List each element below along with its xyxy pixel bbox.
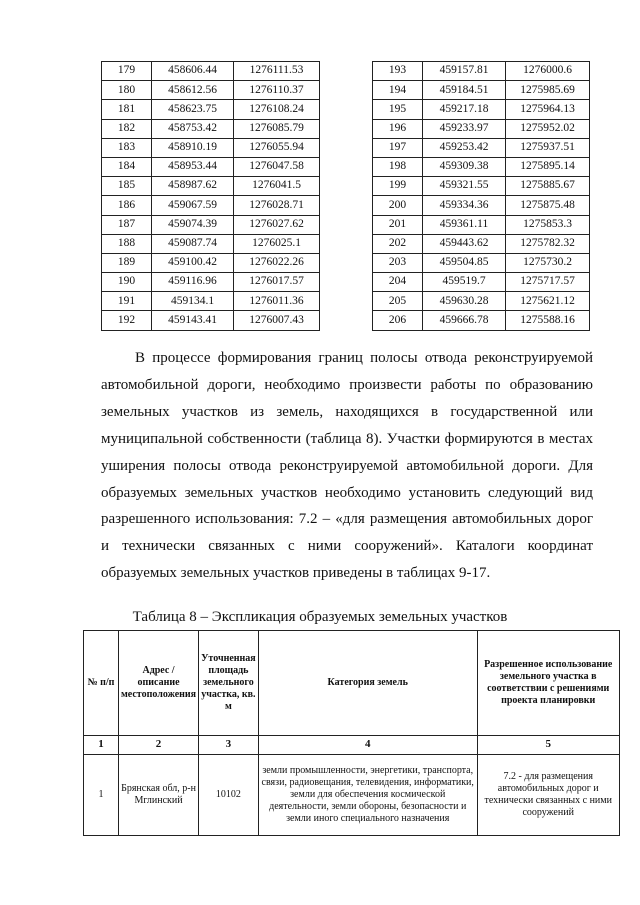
coordinate-row (373, 234, 590, 253)
column-number: 5 (477, 736, 619, 755)
coordinate-x: 458612.56 (152, 81, 234, 100)
column-number: 4 (258, 736, 477, 755)
coordinate-row (373, 273, 590, 292)
coordinate-y: 1275730.2 (506, 253, 590, 272)
coordinate-x: 459630.28 (423, 292, 506, 311)
coordinate-y: 1275964.13 (506, 100, 590, 119)
point-number: 192 (102, 311, 152, 330)
coordinate-y: 1275895.14 (506, 157, 590, 176)
coordinate-row (102, 311, 320, 330)
coordinate-x: 459100.42 (152, 253, 234, 272)
coordinate-row (373, 100, 590, 119)
coordinate-row (102, 196, 320, 215)
coordinate-row (102, 234, 320, 253)
point-number: 194 (373, 81, 423, 100)
header-land-category: Категория земель (258, 631, 477, 736)
coordinate-x: 459309.38 (423, 157, 506, 176)
coordinate-y: 1275717.57 (506, 273, 590, 292)
coordinate-row (102, 157, 320, 176)
explication-table (83, 630, 620, 836)
point-number: 181 (102, 100, 152, 119)
table-caption: Таблица 8 – Экспликация образуемых земельных участков (132, 609, 508, 625)
coordinate-x: 458606.44 (152, 62, 234, 81)
point-number: 188 (102, 234, 152, 253)
coordinate-row (102, 100, 320, 119)
header-number: № п/п (84, 631, 119, 736)
coordinate-row (102, 62, 320, 81)
header-address: Адрес / описание местоположения (119, 631, 199, 736)
coordinate-x: 459321.55 (423, 177, 506, 196)
coordinate-y: 1276028.71 (234, 196, 320, 215)
coordinate-y: 1276111.53 (234, 62, 320, 81)
point-number: 205 (373, 292, 423, 311)
coordinate-row (102, 81, 320, 100)
coordinate-x: 459087.74 (152, 234, 234, 253)
point-number: 201 (373, 215, 423, 234)
table-row (84, 755, 620, 836)
coordinate-y: 1276047.58 (234, 157, 320, 176)
coordinate-y: 1275875.48 (506, 196, 590, 215)
coordinate-row (102, 177, 320, 196)
header-permitted-use: Разрешенное использование земельного участка в соответствии с решениями проекта планировки (477, 631, 619, 736)
point-number: 179 (102, 62, 152, 81)
point-number: 190 (102, 273, 152, 292)
coordinate-y: 1275621.12 (506, 292, 590, 311)
coordinate-x: 459067.59 (152, 196, 234, 215)
coordinate-y: 1276011.36 (234, 292, 320, 311)
coordinate-x: 459666.78 (423, 311, 506, 330)
coordinate-row (373, 157, 590, 176)
point-number: 189 (102, 253, 152, 272)
coordinate-y: 1276025.1 (234, 234, 320, 253)
coordinate-row (373, 119, 590, 138)
coordinate-x: 459134.1 (152, 292, 234, 311)
point-number: 195 (373, 100, 423, 119)
coordinate-y: 1275782.32 (506, 234, 590, 253)
coordinate-x: 459334.36 (423, 196, 506, 215)
point-number: 184 (102, 157, 152, 176)
coordinate-x: 458953.44 (152, 157, 234, 176)
cell-number: 1 (84, 755, 119, 836)
point-number: 197 (373, 138, 423, 157)
coordinate-row (102, 138, 320, 157)
coordinate-x: 459143.41 (152, 311, 234, 330)
coordinate-row (373, 177, 590, 196)
coordinate-y: 1275985.69 (506, 81, 590, 100)
coordinate-row (373, 138, 590, 157)
point-number: 200 (373, 196, 423, 215)
cell-permitted-use: 7.2 - для размещения автомобильных дорог и технически связанных с ними сооружений (477, 755, 619, 836)
coordinate-y: 1275885.67 (506, 177, 590, 196)
coordinate-row (373, 81, 590, 100)
point-number: 191 (102, 292, 152, 311)
coordinate-x: 459116.96 (152, 273, 234, 292)
coordinate-y: 1276110.37 (234, 81, 320, 100)
coordinate-y: 1276041.5 (234, 177, 320, 196)
column-number-row (84, 736, 620, 755)
coordinate-row (102, 273, 320, 292)
coordinate-row (373, 215, 590, 234)
coordinate-row (102, 215, 320, 234)
coordinate-row (373, 196, 590, 215)
point-number: 202 (373, 234, 423, 253)
coordinate-y: 1276017.57 (234, 273, 320, 292)
coordinate-y: 1275853.3 (506, 215, 590, 234)
point-number: 187 (102, 215, 152, 234)
coordinate-row (102, 119, 320, 138)
point-number: 183 (102, 138, 152, 157)
coordinate-x: 459253.42 (423, 138, 506, 157)
cell-address: Брянская обл, р-н Мглинский (119, 755, 199, 836)
point-number: 199 (373, 177, 423, 196)
header-area: Уточненная площадь земельного участка, кв. м (199, 631, 259, 736)
coordinate-x: 459074.39 (152, 215, 234, 234)
coordinate-y: 1275937.51 (506, 138, 590, 157)
column-number: 1 (84, 736, 119, 755)
coordinate-x: 459157.81 (423, 62, 506, 81)
coordinate-row (373, 311, 590, 330)
coordinate-x: 459519.7 (423, 273, 506, 292)
coordinate-row (373, 62, 590, 81)
coordinate-x: 458623.75 (152, 100, 234, 119)
cell-land-category: земли промышленности, энергетики, транспорта, связи, радиовещания, телевидения, информатики, земли для обеспечения космической деятельности, земли обороны, безопасности и земли иного специального назначения (258, 755, 477, 836)
point-number: 186 (102, 196, 152, 215)
coordinate-y: 1276085.79 (234, 119, 320, 138)
coordinate-x: 458753.42 (152, 119, 234, 138)
coordinate-x: 459184.51 (423, 81, 506, 100)
coordinate-x: 459443.62 (423, 234, 506, 253)
point-number: 198 (373, 157, 423, 176)
coordinate-y: 1276000.6 (506, 62, 590, 81)
column-number: 3 (199, 736, 259, 755)
body-paragraph: В процессе формирования границ полосы отвода реконструируемой автомобильной дороги, необходимо произвести работы по образованию земельных участков из земель, находящихся в государственной или муниципальной собственности (таблица 8). Участки формируются в местах уширения полосы отвода реконструируемой автомобильной дороги. Для образуемых земельных участков необходимо установить следующий вид разрешенного использования: 7.2 – «для размещения автомобильных дорог и технически связанных с ними сооружений». Каталоги координат образуемых земельных участков приведены в таблицах 9-17. (101, 350, 593, 582)
point-number: 193 (373, 62, 423, 81)
coordinate-x: 458910.19 (152, 138, 234, 157)
coordinate-y: 1276108.24 (234, 100, 320, 119)
coordinate-y: 1276027.62 (234, 215, 320, 234)
column-number: 2 (119, 736, 199, 755)
coordinates-table-right (372, 61, 590, 331)
coordinate-row (373, 292, 590, 311)
point-number: 204 (373, 273, 423, 292)
coordinate-row (373, 253, 590, 272)
point-number: 180 (102, 81, 152, 100)
point-number: 196 (373, 119, 423, 138)
coordinate-x: 459504.85 (423, 253, 506, 272)
coordinate-y: 1275588.16 (506, 311, 590, 330)
point-number: 182 (102, 119, 152, 138)
coordinate-y: 1276022.26 (234, 253, 320, 272)
coordinate-x: 458987.62 (152, 177, 234, 196)
coordinate-x: 459361.11 (423, 215, 506, 234)
point-number: 185 (102, 177, 152, 196)
coordinate-x: 459217.18 (423, 100, 506, 119)
cell-area: 10102 (199, 755, 259, 836)
point-number: 203 (373, 253, 423, 272)
coordinate-row (102, 253, 320, 272)
coordinate-x: 459233.97 (423, 119, 506, 138)
coordinate-row (102, 292, 320, 311)
coordinate-y: 1276007.43 (234, 311, 320, 330)
coordinates-table-left (101, 61, 320, 331)
coordinate-y: 1276055.94 (234, 138, 320, 157)
point-number: 206 (373, 311, 423, 330)
explication-header-row (84, 631, 620, 736)
coordinate-y: 1275952.02 (506, 119, 590, 138)
